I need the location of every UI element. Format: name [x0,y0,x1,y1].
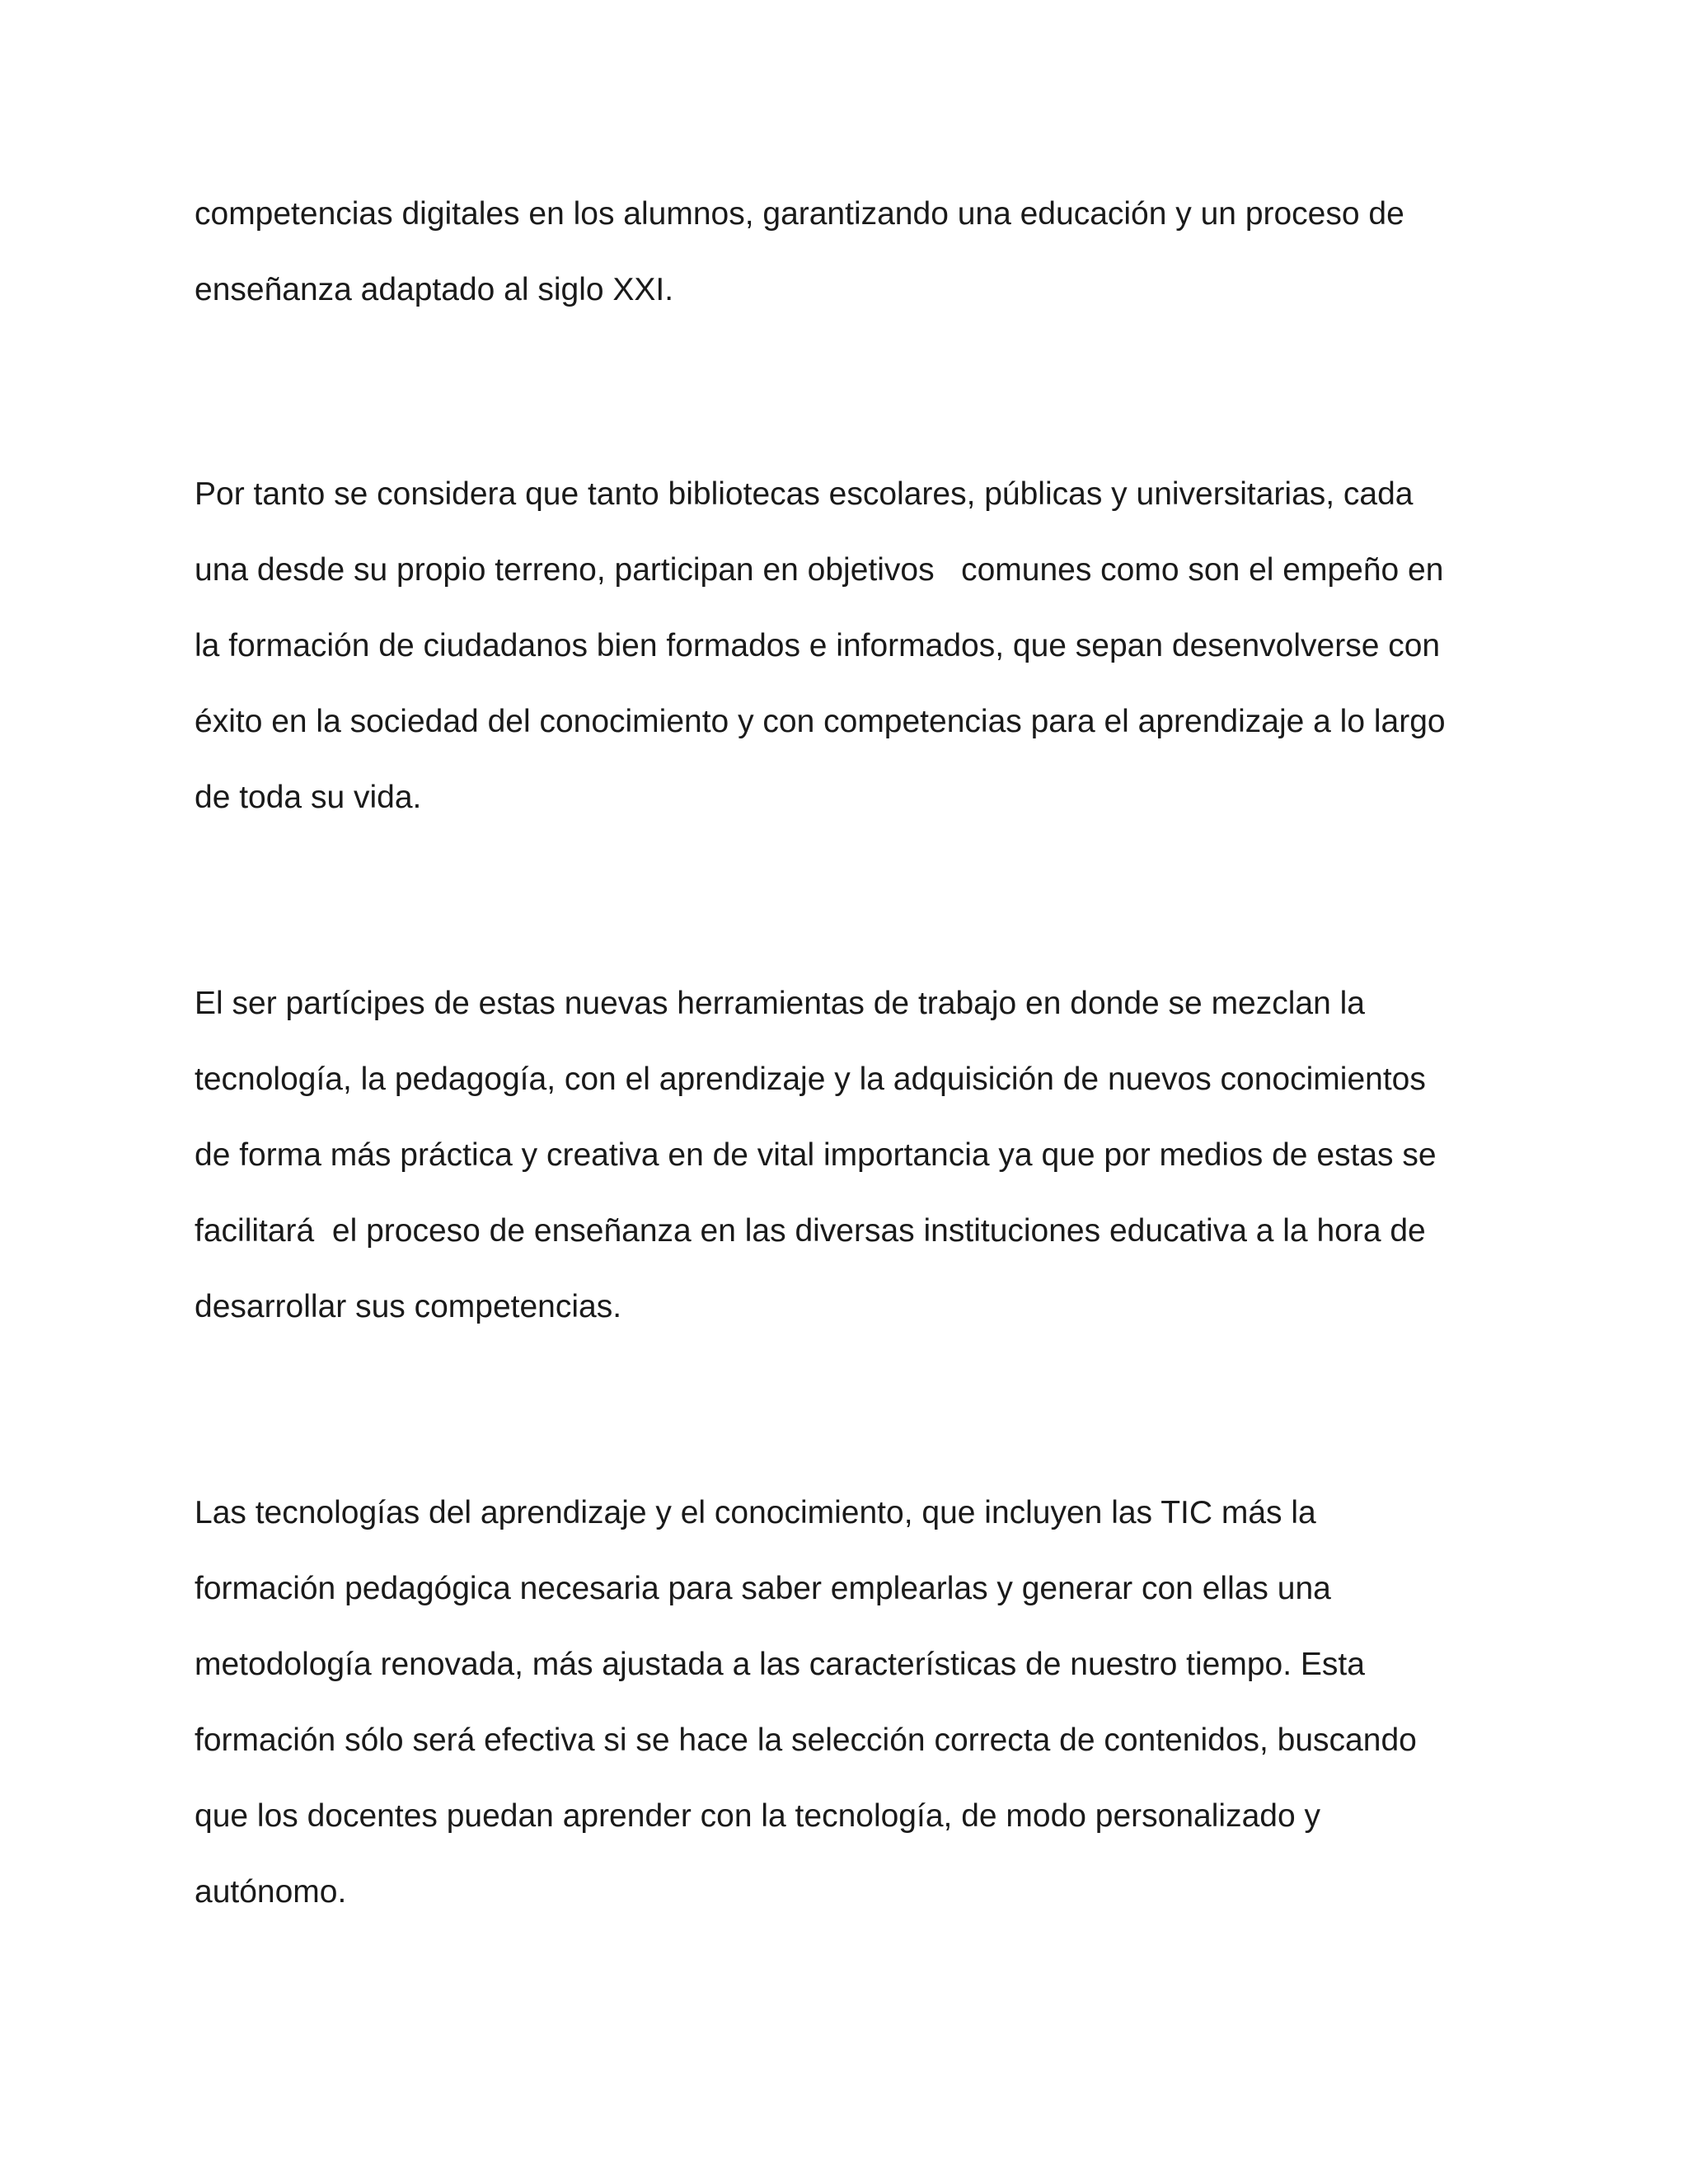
text-line: Las tecnologías del aprendizaje y el conocimiento, que incluyen las TIC más la [195,1495,1316,1530]
text-line: Por tanto se considera que tanto bibliotecas escolares, públicas y universitarias, cada [195,476,1414,512]
text-line: de forma más práctica y creativa en de vital importancia ya que por medios de estas se [195,1137,1437,1173]
text-line: El ser partícipes de estas nuevas herramientas de trabajo en donde se mezclan la [195,986,1365,1021]
text-line: una desde su propio terreno, participan en objetivos comunes como son el empeño en [195,552,1444,588]
text-line: formación sólo será efectiva si se hace la selección correcta de contenidos, buscando [195,1722,1417,1758]
text-line: enseñanza adaptado al siglo XXI. [195,272,674,307]
text-line: tecnología, la pedagogía, con el aprendizaje y la adquisición de nuevos conocimientos [195,1062,1426,1097]
text-line: desarrollar sus competencias. [195,1289,622,1324]
text-line: autónomo. [195,1874,347,1910]
text-line: facilitará el proceso de enseñanza en las diversas instituciones educativa a la hora de [195,1213,1426,1249]
text-line: la formación de ciudadanos bien formados e informados, que sepan desenvolverse con [195,628,1441,663]
text-line: competencias digitales en los alumnos, garantizando una educación y un proceso de [195,196,1404,232]
text-line: éxito en la sociedad del conocimiento y con competencias para el aprendizaje a lo largo [195,704,1446,739]
text-line: de toda su vida. [195,780,422,815]
text-line: formación pedagógica necesaria para saber emplearlas y generar con ellas una [195,1571,1331,1606]
text-line: metodología renovada, más ajustada a las características de nuestro tiempo. Esta [195,1647,1365,1682]
text-line: que los docentes puedan aprender con la tecnología, de modo personalizado y [195,1798,1320,1834]
